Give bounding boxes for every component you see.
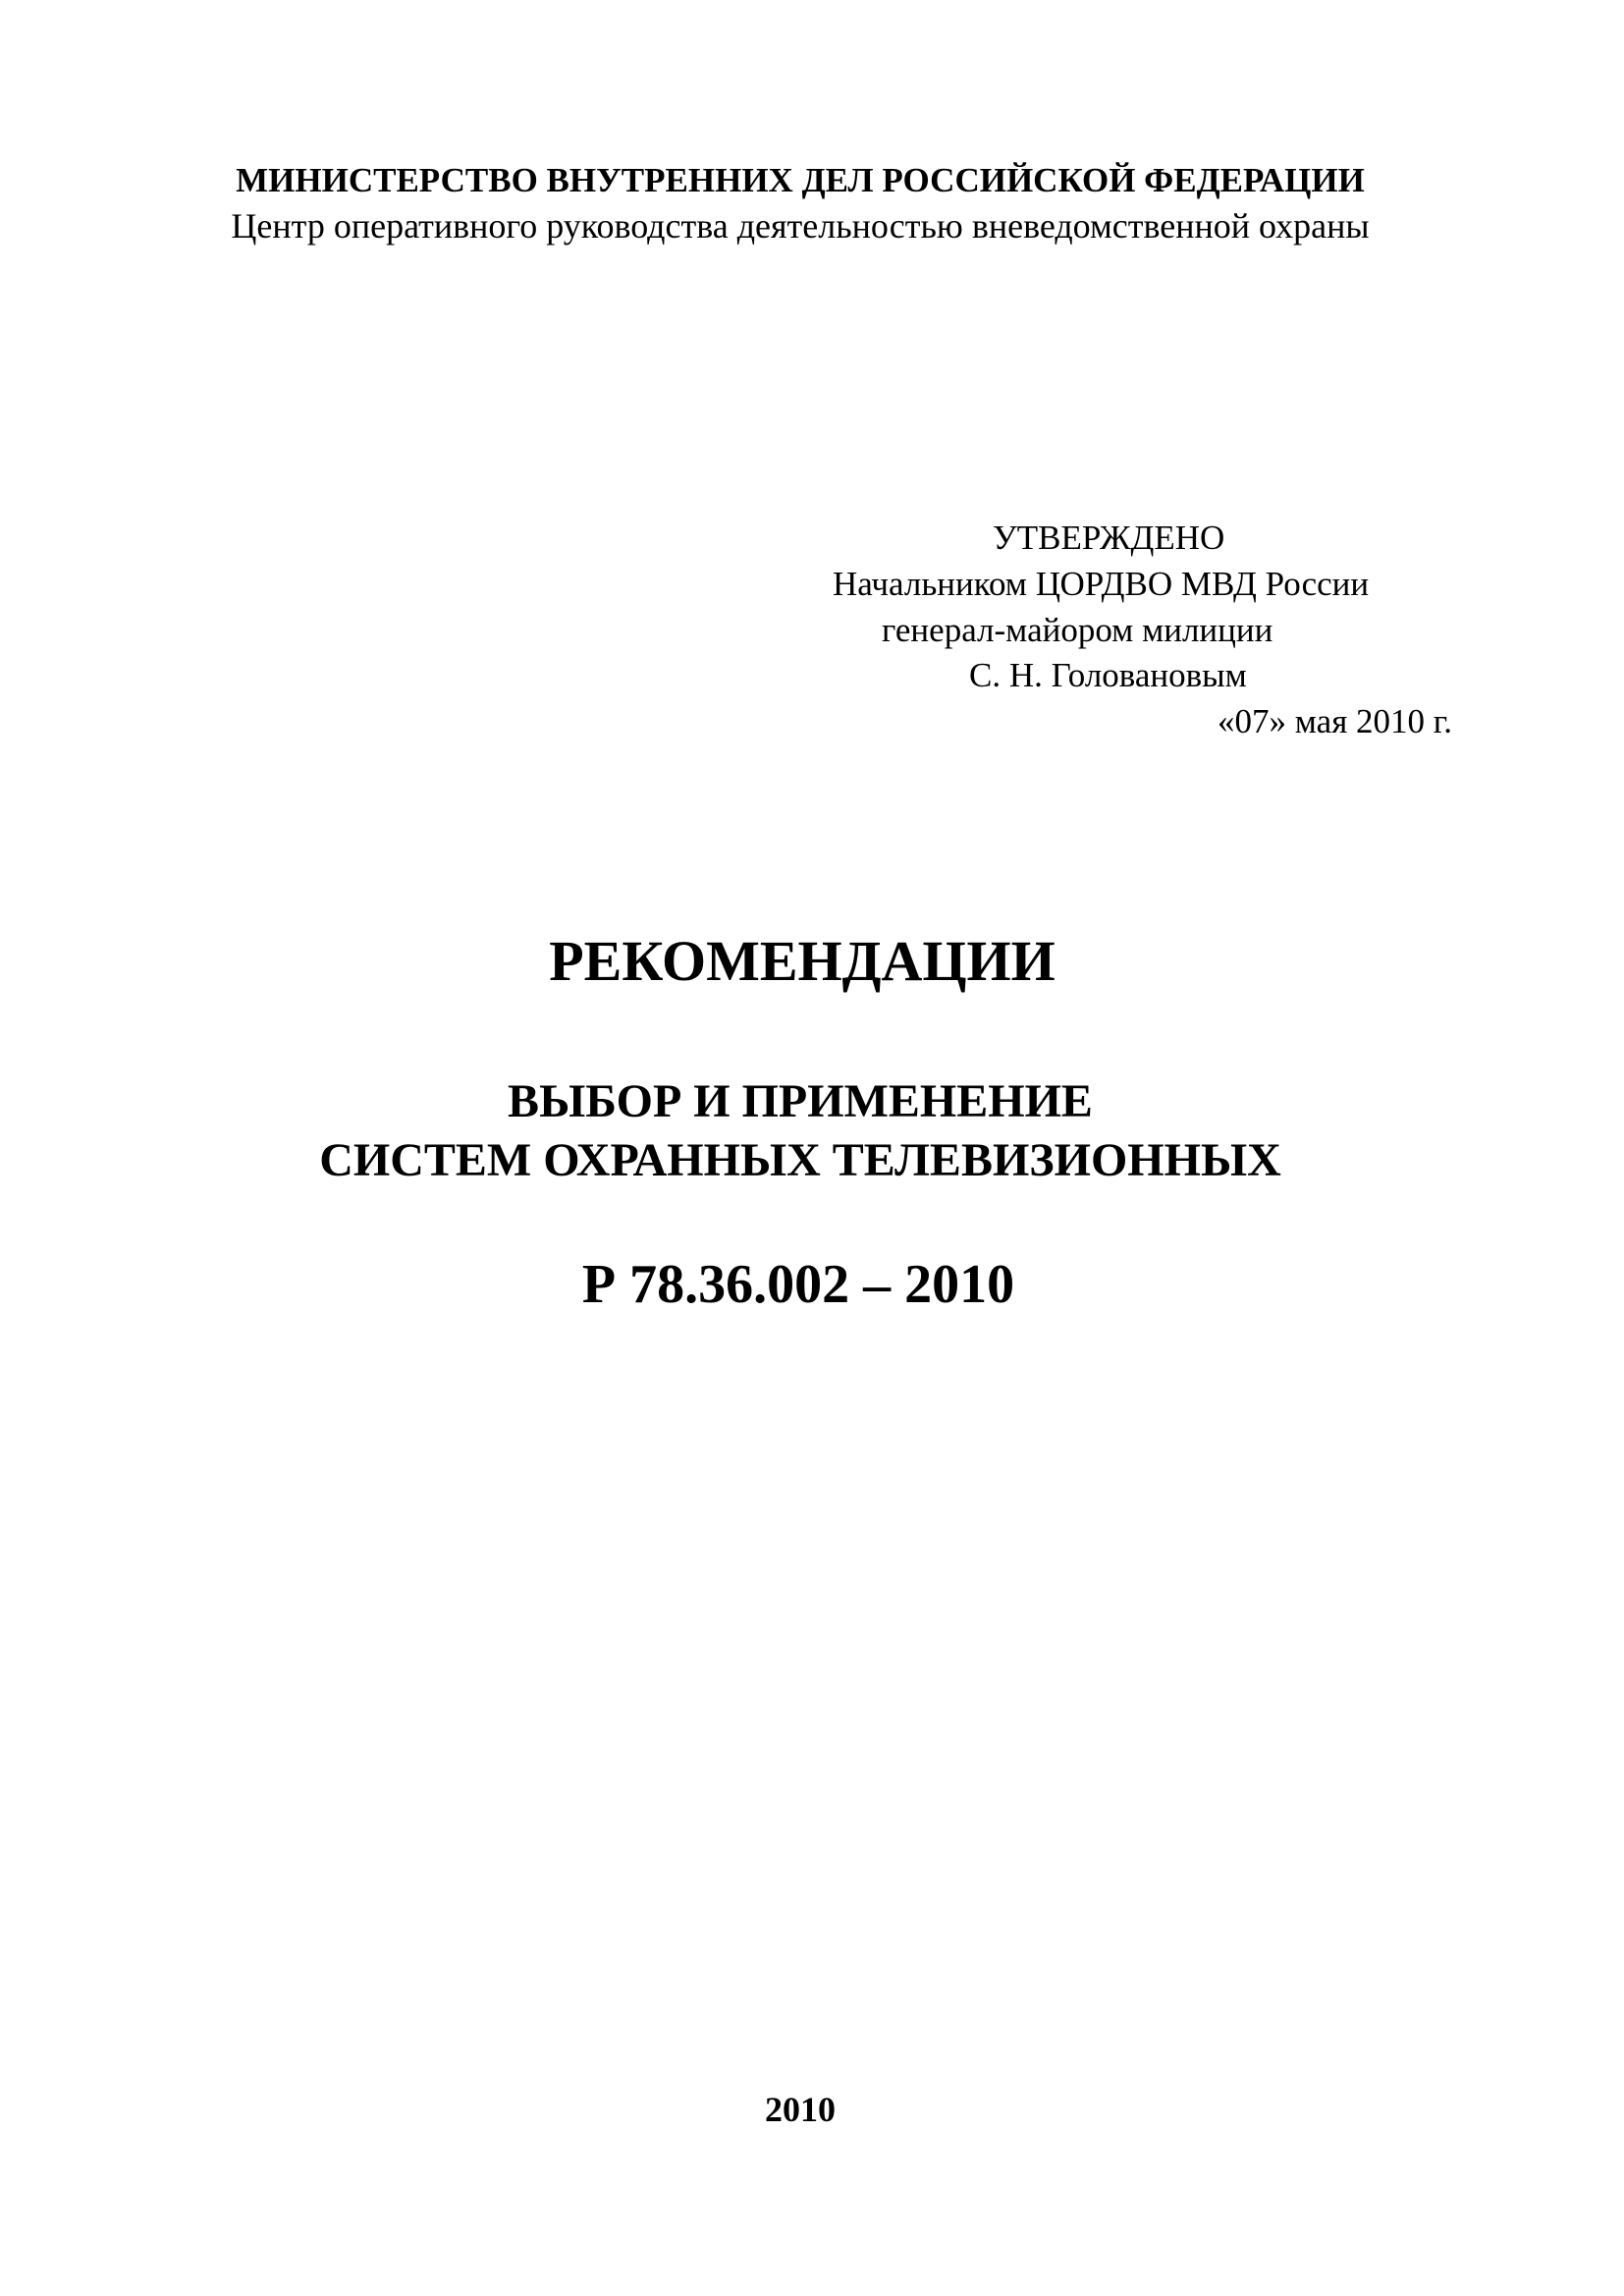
approval-date: «07» мая 2010 г. (1218, 702, 1452, 740)
document-title: РЕКОМЕНДАЦИИ (549, 929, 1056, 993)
ministry-heading: МИНИСТЕРСТВО ВНУТРЕННИХ ДЕЛ РОССИЙСКОЙ ФЕДЕРАЦИИ (236, 161, 1365, 199)
document-subtitle-line-1: ВЫБОР И ПРИМЕНЕНИЕ (508, 1075, 1093, 1127)
organization-name: Центр оперативного руководства деятельностью вневедомственной охраны (231, 206, 1370, 246)
approval-name: С. Н. Головановым (969, 656, 1247, 694)
approval-position: Начальником ЦОРДВО МВД России (833, 565, 1370, 603)
document-subtitle-line-2: СИСТЕМ ОХРАННЫХ ТЕЛЕВИЗИОННЫХ (319, 1134, 1281, 1186)
approval-rank: генерал-майором милиции (882, 611, 1273, 649)
approval-status: УТВЕРЖДЕНО (993, 519, 1225, 557)
document-code: Р 78.36.002 – 2010 (581, 1254, 1015, 1315)
publication-year: 2010 (765, 2090, 836, 2129)
